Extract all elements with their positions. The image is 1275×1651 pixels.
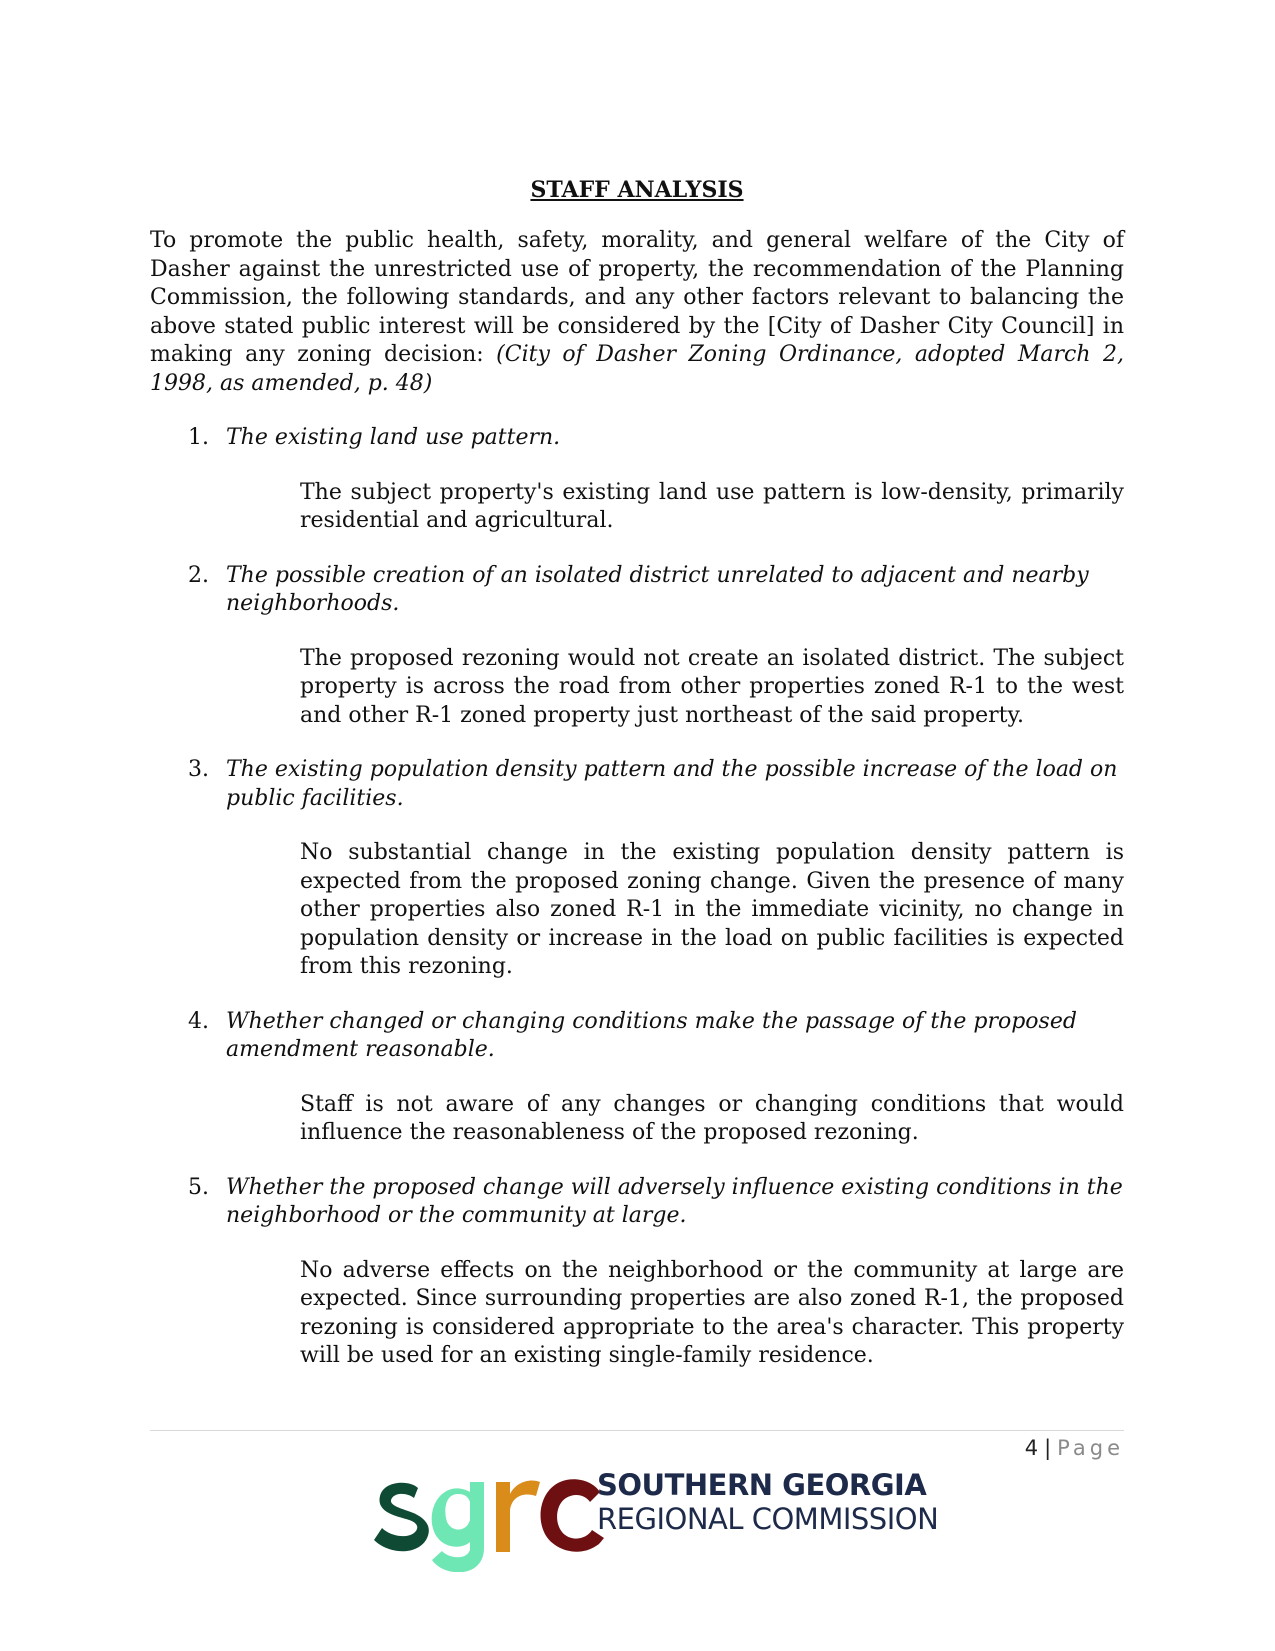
item-number: 2. <box>188 562 209 588</box>
document-body <box>150 175 1124 1397</box>
page-title: STAFF ANALYSIS <box>530 177 744 203</box>
item-number: 4. <box>188 1008 209 1034</box>
list-item <box>150 424 1124 536</box>
list-item <box>150 756 1124 982</box>
item-question: Whether changed or changing conditions make the passage of the proposed amendment reasonable. <box>226 1008 1077 1062</box>
footer-divider <box>150 1430 1124 1431</box>
item-answer: The proposed rezoning would not create an isolated district. The subject property is across the road from other properties zoned R-1 to the west and other R-1 zoned property just northeast of the said property. <box>300 645 1124 728</box>
item-question: The existing population density pattern and the possible increase of the load on public facilities. <box>226 757 1118 811</box>
intro-citation: (City of Dasher Zoning Ordinance, adopted March 2, 1998, as amended, p. 48) <box>150 342 1124 396</box>
item-number: 3. <box>188 757 209 782</box>
logo-letter-g <box>432 1482 484 1572</box>
intro-text: To promote the public health, safety, morality, and general welfare of the City of Dasher against the unrestricted use of property, the recommendation of the Planning Commission, the following standards, and any other factors relevant to balancing the above stated public interest will be considered by the [City of Dasher City Council] in making any zoning decision: <box>150 228 1124 367</box>
logo-letter-s <box>374 1483 429 1552</box>
list-item <box>150 1174 1124 1371</box>
intro-paragraph <box>150 227 1124 398</box>
logo-wordmark <box>597 1468 938 1536</box>
list-item <box>150 1008 1124 1148</box>
page-word: Page <box>1057 1436 1124 1460</box>
item-number: 1. <box>188 425 209 450</box>
page-number-value: 4 <box>1024 1436 1039 1460</box>
logo-letter-r <box>496 1481 540 1553</box>
item-answer: Staff is not aware of any changes or changing conditions that would influence the reasonableness of the proposed rezoning. <box>300 1091 1124 1145</box>
item-answer: No adverse effects on the neighborhood or the community at large are expected. Since surrounding properties are also zoned R-1, the proposed rezoning is considered appropriate to the area's character. This property will be used for an existing single-family residence. <box>300 1257 1124 1368</box>
list-item <box>150 562 1124 731</box>
item-answer: The subject property's existing land use pattern is low-density, primarily residential and agricultural. <box>300 479 1124 533</box>
page-number <box>1025 1436 1124 1460</box>
logo-line-regional-commission: REGIONAL COMMISSION <box>597 1502 939 1536</box>
item-question: The possible creation of an isolated district unrelated to adjacent and nearby neighborhoods. <box>226 562 1089 616</box>
logo-letter-c <box>541 1479 604 1551</box>
logo-line-southern-georgia: SOUTHERN GEORGIA <box>597 1468 927 1502</box>
page-separator: | <box>1044 1436 1052 1460</box>
item-number: 5. <box>188 1174 209 1200</box>
item-question: The existing land use pattern. <box>226 425 561 450</box>
item-answer: No substantial change in the existing population density pattern is expected from the proposed zoning change. Given the presence of many other properties also zoned R-1 in the immediate vicinity, no change in population density or increase in the load on public facilities is expected from this rezoning. <box>300 840 1124 979</box>
item-question: Whether the proposed change will adversely influence existing conditions in the neighborhood or the community at large. <box>226 1174 1123 1228</box>
